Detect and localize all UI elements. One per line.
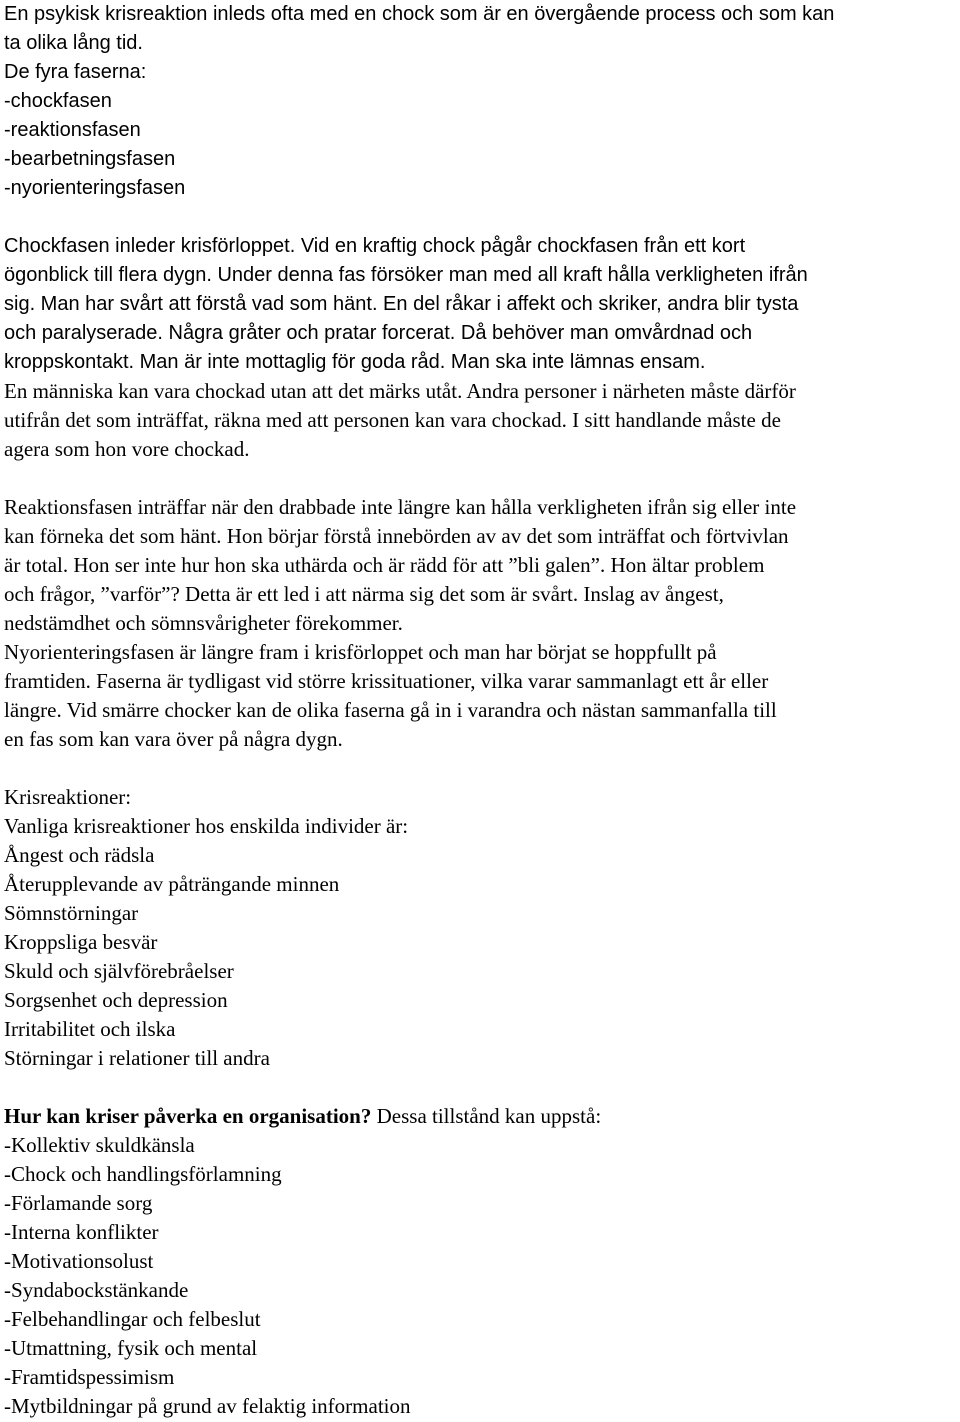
organisation-section — [4, 1102, 956, 1421]
phase-list-item: -nyorienteringsfasen — [4, 177, 186, 199]
reaction-list-item: Irritabilitet och ilska — [4, 1017, 176, 1041]
reaktion-section — [4, 493, 956, 754]
paragraph-gap — [4, 754, 956, 783]
nyorientering-line: längre. Vid smärre chocker kan de olika faserna gå in i varandra och nästan sammanfalla till — [4, 698, 777, 722]
nyorientering-line: framtiden. Faserna är tydligast vid större krissituationer, vilka varar sammanlagt ett år eller — [4, 669, 769, 693]
organisation-list-item: -Utmattning, fysik och mental — [4, 1336, 258, 1360]
organisation-list-item: -Syndabockstänkande — [4, 1278, 189, 1302]
chock-line: och paralyserade. Några gråter och pratar forcerat. Då behöver man omvårdnad och — [4, 322, 753, 344]
reaktion-line: och frågor, ”varför”? Detta är ett led i att närma sig det som är svårt. Inslag av ångest, — [4, 582, 724, 606]
nyorientering-line: en fas som kan vara över på några dygn. — [4, 727, 343, 751]
organisation-heading-rest: Dessa tillstånd kan uppstå: — [371, 1104, 602, 1128]
chock-line: En människa kan vara chockad utan att det märks utåt. Andra personer i närheten måste därför — [4, 379, 796, 403]
paragraph-gap — [4, 203, 956, 232]
phase-list-item: -reaktionsfasen — [4, 119, 141, 141]
organisation-list-item: -Kollektiv skuldkänsla — [4, 1133, 195, 1157]
chock-line: Chockfasen inleder krisförloppet. Vid en kraftig chock pågår chockfasen från ett kort — [4, 235, 746, 257]
krisreaktioner-heading: Krisreaktioner: — [4, 785, 132, 809]
chock-line: ögonblick till flera dygn. Under denna fas försöker man med all kraft hålla verkligheten ifrån — [4, 264, 808, 286]
reaction-list-item: Återupplevande av påträngande minnen — [4, 872, 340, 896]
reaktion-line: Reaktionsfasen inträffar när den drabbade inte längre kan hålla verkligheten ifrån sig eller inte — [4, 495, 797, 519]
intro-line: En psykisk krisreaktion inleds ofta med en chock som är en övergående process och som kan — [4, 3, 835, 25]
organisation-heading-line — [4, 1102, 956, 1131]
chock-line: sig. Man har svårt att förstå vad som hänt. En del råkar i affekt och skriker, andra blir tysta — [4, 293, 799, 315]
reaction-list-item: Ångest och rädsla — [4, 843, 155, 867]
krisreaktioner-section — [4, 783, 956, 1073]
chock-continuation — [4, 377, 956, 464]
paragraph-gap — [4, 464, 956, 493]
phase-list-item: -chockfasen — [4, 90, 112, 112]
intro-line: ta olika lång tid. — [4, 32, 143, 54]
paragraph-gap — [4, 1073, 956, 1102]
chock-line: agera som hon vore chockad. — [4, 437, 250, 461]
chock-line: kroppskontakt. Man är inte mottaglig för goda råd. Man ska inte lämnas ensam. — [4, 351, 706, 373]
reaktion-line: kan förneka det som hänt. Hon börjar förstå innebörden av av det som inträffat och förtvivlan — [4, 524, 789, 548]
organisation-list-item: -Framtidspessimism — [4, 1365, 175, 1389]
document-page — [4, 0, 956, 1421]
organisation-list-item: -Förlamande sorg — [4, 1191, 153, 1215]
intro-section — [4, 0, 956, 203]
krisreaktioner-intro: Vanliga krisreaktioner hos enskilda individer är: — [4, 814, 409, 838]
organisation-list-item: -Felbehandlingar och felbeslut — [4, 1307, 261, 1331]
reaction-list-item: Skuld och självförebråelser — [4, 959, 234, 983]
chock-line: utifrån det som inträffat, räkna med att personen kan vara chockad. I sitt handlande måste de — [4, 408, 781, 432]
organisation-list-item: -Chock och handlingsförlamning — [4, 1162, 282, 1186]
organisation-heading: Hur kan kriser påverka en organisation? — [4, 1104, 372, 1128]
organisation-list-item: -Mytbildningar på grund av felaktig information — [4, 1394, 411, 1418]
phase-list-item: -bearbetningsfasen — [4, 148, 176, 170]
reaction-list-item: Störningar i relationer till andra — [4, 1046, 270, 1070]
reaktion-line: är total. Hon ser inte hur hon ska uthärda och är rädd för att ”bli galen”. Hon ältar problem — [4, 553, 765, 577]
reaction-list-item: Sorgsenhet och depression — [4, 988, 228, 1012]
reaction-list-item: Sömnstörningar — [4, 901, 139, 925]
reaction-list-item: Kroppsliga besvär — [4, 930, 158, 954]
organisation-list-item: -Interna konflikter — [4, 1220, 159, 1244]
reaktion-line: nedstämdhet och sömnsvårigheter förekommer. — [4, 611, 403, 635]
intro-line: De fyra faserna: — [4, 61, 147, 83]
chock-section — [4, 232, 956, 377]
nyorientering-line: Nyorienteringsfasen är längre fram i krisförloppet och man har börjat se hoppfullt på — [4, 640, 717, 664]
organisation-list-item: -Motivationsolust — [4, 1249, 154, 1273]
